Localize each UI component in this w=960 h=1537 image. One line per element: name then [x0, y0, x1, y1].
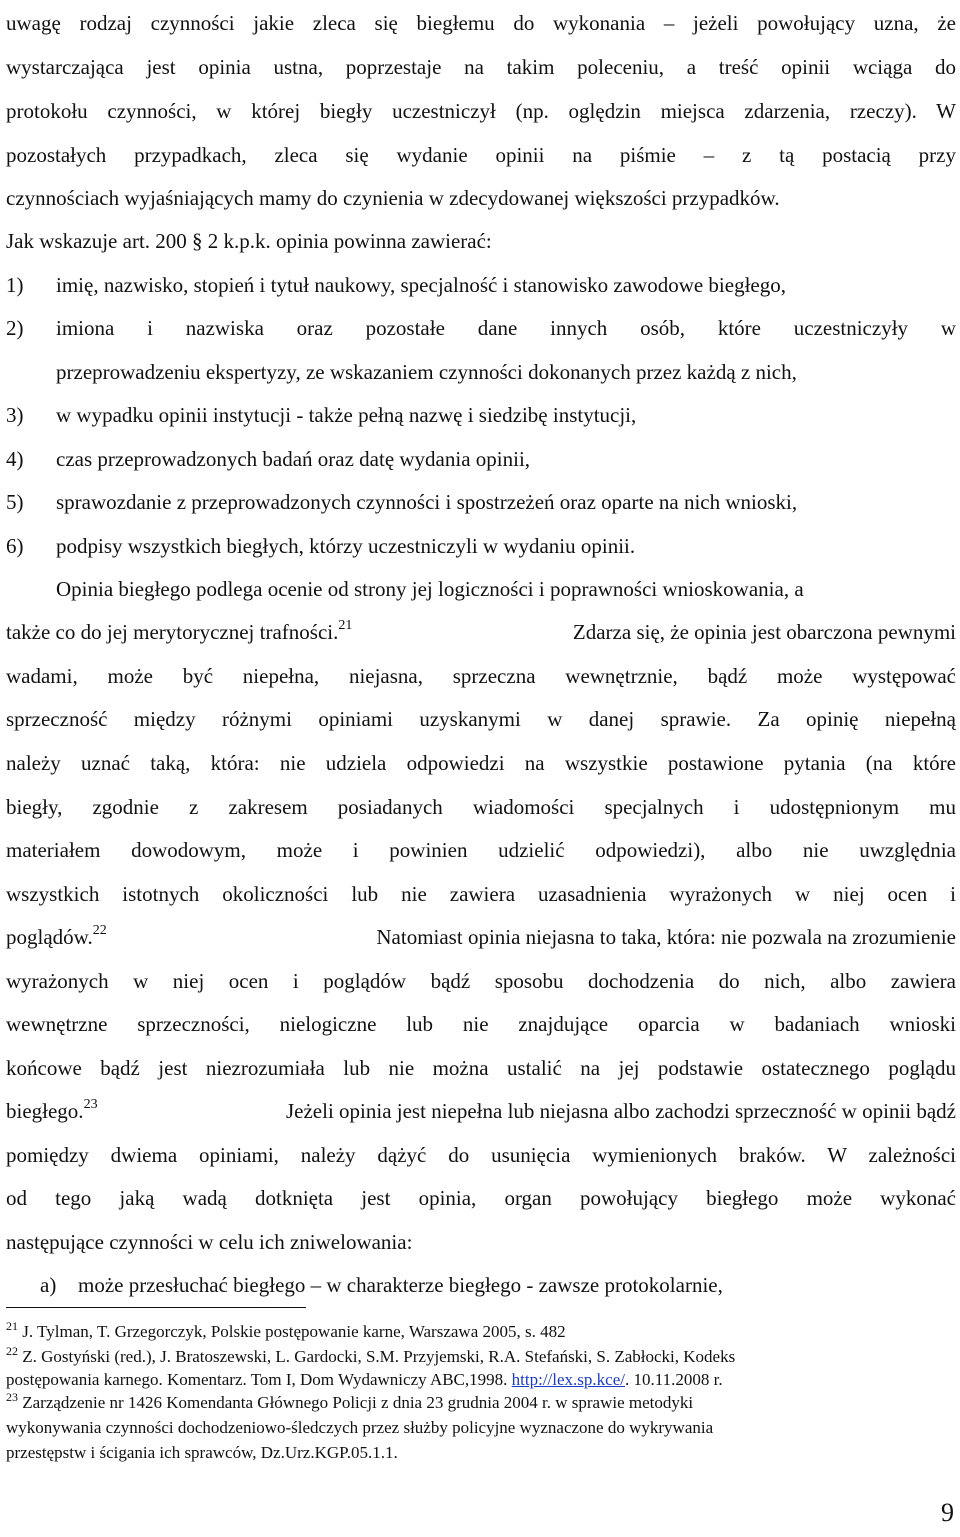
body-line: biegły, zgodnie z zakresem posiadanych wiadomości specjalnych i udostępnionym mu — [6, 795, 956, 819]
sublist-item: może przesłuchać biegłego – w charakterze biegłego - zawsze protokolarnie, — [78, 1273, 723, 1297]
list-number: 1) — [6, 273, 24, 297]
body-line: od tego jaką wadą dotknięta jest opinia, organ powołujący biegłego może wykonać — [6, 1186, 956, 1210]
footnote-22 — [6, 1344, 956, 1367]
body-text — [6, 922, 107, 952]
list-item-continuation: przeprowadzeniu ekspertyzy, ze wskazaniem czynności dokonanych przez każdą z nich, — [56, 360, 797, 384]
list-item: imiona i nazwiska oraz pozostałe dane innych osób, które uczestniczyły w — [56, 316, 956, 340]
body-line — [6, 1096, 956, 1126]
body-text: poglądów. — [6, 925, 93, 949]
list-item: sprawozdanie z przeprowadzonych czynności i spostrzeżeń oraz oparte na nich wnioski, — [56, 490, 798, 514]
body-line: wszystkich istotnych okoliczności lub nie zawiera uzasadnienia wyrażonych w niej ocen i — [6, 882, 956, 906]
body-line: uwagę rodzaj czynności jakie zleca się biegłemu do wykonania – jeżeli powołujący uzna, że — [6, 11, 956, 35]
body-text: biegłego. — [6, 1099, 84, 1123]
page-number: 9 — [941, 1498, 954, 1527]
footnote-23 — [6, 1390, 956, 1413]
body-line: Jak wskazuje art. 200 § 2 k.p.k. opinia powinna zawierać: — [6, 229, 492, 253]
body-line: sprzeczność między różnymi opiniami uzyskanymi w danej sprawie. Za opinię niepełną — [6, 707, 956, 731]
footnote-number: 23 — [6, 1390, 18, 1404]
body-text: Natomiast opinia niejasna to taka, która: nie pozwala na zrozumienie — [376, 925, 956, 949]
footnote-text: Zarządzenie nr 1426 Komendanta Głównego Policji z dnia 23 grudnia 2004 r. w sprawie metodyki — [22, 1393, 694, 1412]
body-line: materiałem dowodowym, może i powinien udzielić odpowiedzi), albo nie uwzględnia — [6, 838, 956, 862]
body-text: także co do jej merytorycznej trafności. — [6, 620, 339, 644]
body-line: wadami, może być niepełna, niejasna, sprzeczna wewnętrznie, bądź może występować — [6, 664, 956, 688]
footnote-ref-21[interactable]: 21 — [338, 618, 353, 633]
footnote-text: J. Tylman, T. Grzegorczyk, Polskie postępowanie karne, Warszawa 2005, s. 482 — [22, 1322, 566, 1341]
footnote-text: wykonywania czynności dochodzeniowo-śledczych przez służby policyjne wyznaczone do wykrywania — [6, 1418, 714, 1437]
footnote-separator — [6, 1307, 306, 1308]
list-number: 2) — [6, 316, 24, 340]
body-text: Jeżeli opinia jest niepełna lub niejasna albo zachodzi sprzeczność w opinii bądź — [285, 1099, 956, 1123]
body-line: pomiędzy dwiema opiniami, należy dążyć do usunięcia wymienionych braków. W zależności — [6, 1143, 956, 1167]
list-item: w wypadku opinii instytucji - także pełną nazwę i siedzibę instytucji, — [56, 403, 637, 427]
body-line: wystarczająca jest opinia ustna, poprzestaje na takim poleceniu, a treść opinii wciąga do — [6, 55, 956, 79]
body-line: protokołu czynności, w której biegły uczestniczył (np. oględzin miejsca zdarzenia, rzeczy). W — [6, 99, 956, 123]
body-line: pozostałych przypadkach, zleca się wydanie opinii na piśmie – z tą postacią przy — [6, 143, 956, 167]
body-text — [6, 1096, 98, 1126]
footnote-text: . 10.11.2008 r. — [624, 1370, 723, 1389]
list-item: imię, nazwisko, stopień i tytuł naukowy, specjalność i stanowisko zawodowe biegłego, — [56, 273, 786, 297]
footnote-text: Z. Gostyński (red.), J. Bratoszewski, L. Gardocki, S.M. Przyjemski, R.A. Stefański, S. Zabłocki, Kodeks — [22, 1347, 736, 1366]
body-line — [6, 617, 956, 647]
list-number: 4) — [6, 447, 24, 471]
footnote-ref-22[interactable]: 22 — [92, 923, 107, 938]
footnote-ref-23[interactable]: 23 — [83, 1097, 98, 1112]
list-item: czas przeprowadzonych badań oraz datę wydania opinii, — [56, 447, 531, 471]
footnote-23-cont — [6, 1418, 956, 1438]
body-text: Zdarza się, że opinia jest obarczona pewnymi — [572, 620, 956, 644]
body-line — [6, 922, 956, 952]
sublist-letter: a) — [40, 1273, 57, 1297]
body-line: końcowe bądź jest niezrozumiała lub nie można ustalić na jej podstawie ostatecznego poglądu — [6, 1056, 956, 1080]
body-line: następujące czynności w celu ich zniwelowania: — [6, 1230, 413, 1254]
body-line: wewnętrzne sprzeczności, nielogiczne lub nie znajdujące oparcia w badaniach wnioski — [6, 1012, 956, 1036]
body-line: należy uznać taką, która: nie udziela odpowiedzi na wszystkie postawione pytania (na które — [6, 751, 956, 775]
body-line: wyrażonych w niej ocen i poglądów bądź sposobu dochodzenia do nich, albo zawiera — [6, 969, 956, 993]
list-number: 5) — [6, 490, 24, 514]
list-item: podpisy wszystkich biegłych, którzy uczestniczyli w wydaniu opinii. — [56, 534, 636, 558]
list-number: 6) — [6, 534, 24, 558]
footnote-number: 21 — [6, 1319, 18, 1333]
footnote-number: 22 — [6, 1344, 18, 1358]
footnote-text: przestępstw i ścigania ich sprawców, Dz.Urz.KGP.05.1.1. — [6, 1443, 398, 1462]
body-text — [6, 617, 352, 647]
footnote-text: postępowania karnego. Komentarz. Tom I, Dom Wydawniczy ABC,1998. — [6, 1370, 508, 1389]
footnote-21 — [6, 1319, 956, 1342]
body-line — [56, 574, 956, 604]
footnote-link[interactable]: http://lex.sp.kce/ — [511, 1370, 625, 1389]
footnote-23-cont — [6, 1443, 956, 1463]
body-line: czynnościach wyjaśniających mamy do czynienia w zdecydowanej większości przypadków. — [6, 186, 780, 210]
footnote-22-cont — [6, 1370, 956, 1390]
list-number: 3) — [6, 403, 24, 427]
body-text: Opinia biegłego podlega ocenie od strony jej logiczności i poprawności wnioskowania, a — [56, 577, 804, 601]
